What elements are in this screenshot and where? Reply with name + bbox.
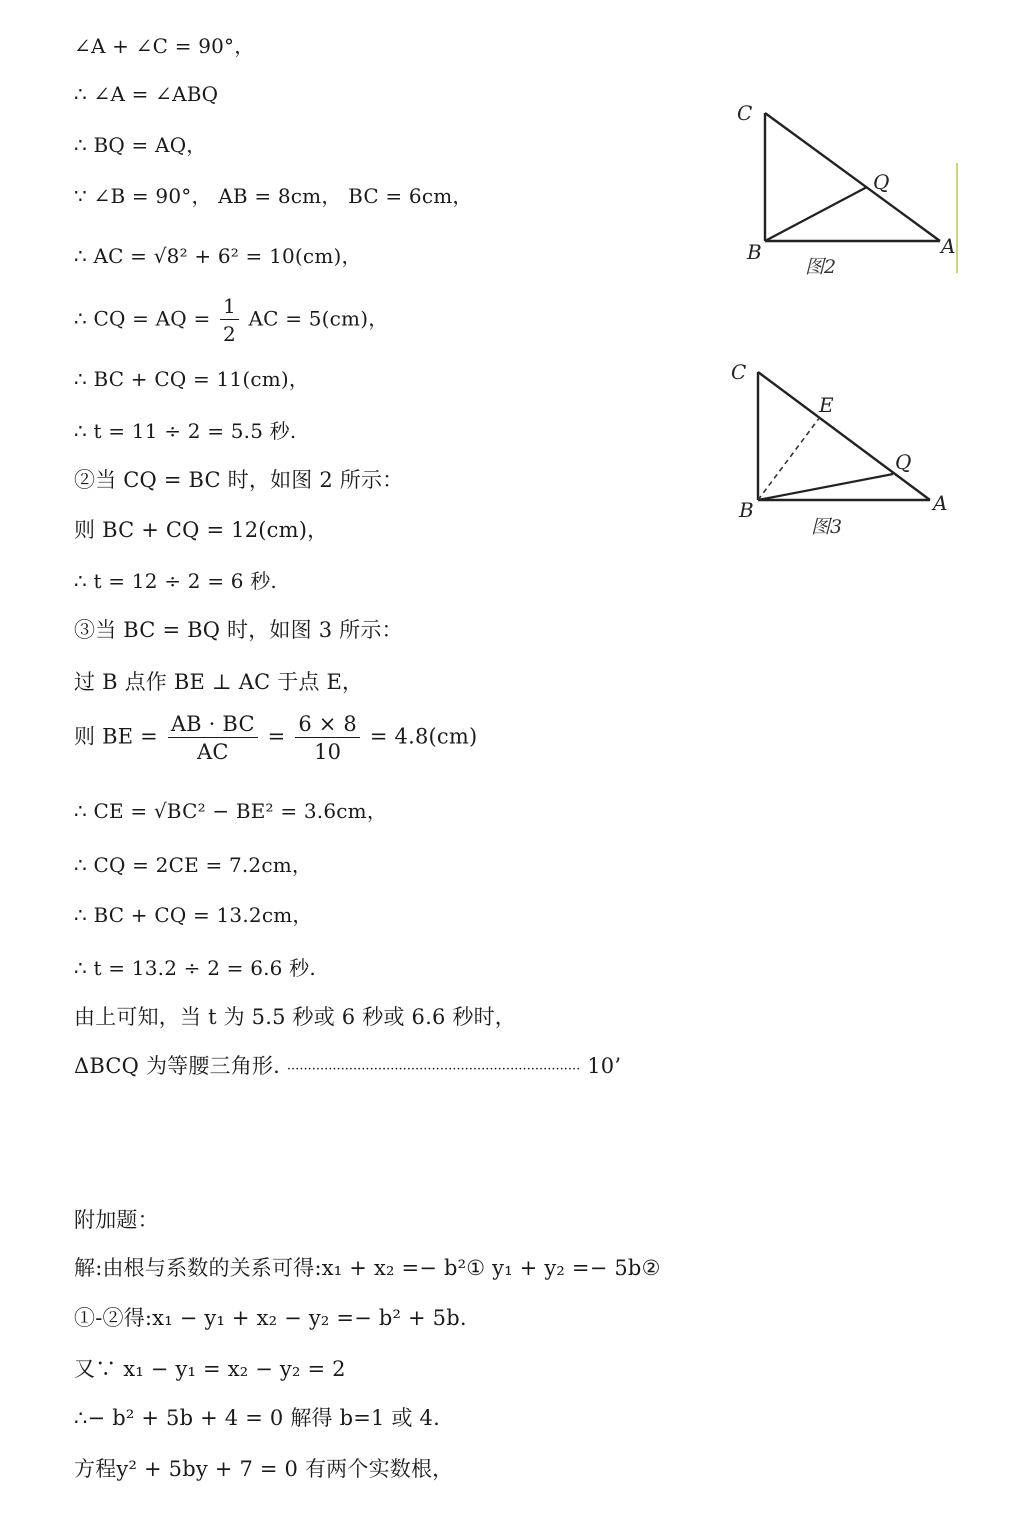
label-c: C — [737, 101, 753, 125]
line-bc-cq-132: ∴ BC + CQ = 13.2cm， — [74, 903, 313, 927]
line-bonus-given: 又∵ x₁ − y₁ = x₂ − y₂ = 2 — [74, 1357, 346, 1381]
figure-3 — [725, 355, 965, 545]
line-t-66: ∴ t = 13.2 ÷ 2 = 6.6 秒. — [74, 956, 316, 980]
segment-ca — [758, 372, 930, 500]
dot-leader: ······································································· — [286, 1062, 581, 1077]
line-bonus-equation: 方程y² + 5by + 7 = 0 有两个实数根， — [74, 1457, 454, 1481]
fraction-numerator: AB · BC — [168, 712, 258, 738]
line-perpendicular: 过 B 点作 BE ⊥ AC 于点 E， — [74, 670, 364, 694]
line-be-prefix: 则 BE = — [74, 724, 158, 749]
line-cq-half — [74, 294, 388, 346]
label-a: A — [941, 234, 956, 258]
line-isosceles-text: ΔBCQ 为等腰三角形. — [74, 1054, 281, 1078]
segment-bq — [758, 474, 893, 500]
caption-figure-3: 图3 — [811, 516, 843, 538]
line-bq-aq: ∴ BQ = AQ， — [74, 133, 207, 157]
segment-ca — [765, 113, 940, 241]
line-bonus-title: 附加题： — [74, 1208, 159, 1232]
line-ac: ∴ AC = √8² + 6² = 10(cm)， — [74, 244, 362, 268]
line-angle-equal: ∴ ∠A = ∠ABQ — [74, 82, 219, 106]
fraction-numerator: 1 — [220, 294, 239, 320]
fraction-6x8-over-10 — [295, 712, 360, 764]
label-a: A — [933, 491, 948, 515]
line-angle-sum: ∠A + ∠C = 90°， — [74, 34, 255, 58]
fraction-denominator: AC — [196, 740, 229, 764]
figure-2 — [725, 95, 965, 285]
line-conclusion: 由上可知，当 t 为 5.5 秒或 6 秒或 6.6 秒时， — [74, 1005, 516, 1029]
fraction-denominator: 2 — [222, 322, 236, 346]
line-be-equals: = — [267, 724, 286, 749]
fraction-ab-bc-over-ac — [168, 712, 258, 764]
line-case2: ②当 CQ = BC 时，如图 2 所示： — [74, 468, 404, 492]
label-q: Q — [895, 450, 912, 474]
caption-figure-2: 图2 — [805, 256, 837, 278]
line-bc-cq-11: ∴ BC + CQ = 11(cm)， — [74, 367, 310, 391]
label-b: B — [739, 498, 754, 522]
score-mark: 10’ — [587, 1054, 622, 1078]
label-c: C — [731, 360, 747, 384]
line-cq-suffix: AC = 5(cm)， — [248, 306, 389, 331]
line-bonus-solution: 解:由根与系数的关系可得:x₁ + x₂ =− b²① y₁ + y₂ =− 5b② — [74, 1256, 661, 1280]
fraction-numerator: 6 × 8 — [295, 712, 360, 738]
line-bonus-subtract: ①-②得:x₁ − y₁ + x₂ − y₂ =− b² + 5b. — [74, 1306, 467, 1330]
line-isosceles — [74, 1053, 621, 1083]
line-t-55: ∴ t = 11 ÷ 2 = 5.5 秒. — [74, 419, 297, 443]
line-t-6: ∴ t = 12 ÷ 2 = 6 秒. — [74, 569, 277, 593]
line-be-suffix: = 4.8(cm) — [369, 724, 478, 749]
label-q: Q — [873, 170, 890, 194]
line-be — [74, 712, 477, 764]
line-case3: ③当 BC = BQ 时，如图 3 所示： — [74, 618, 403, 642]
segment-be-dashed — [758, 417, 820, 500]
fraction-half — [220, 294, 239, 346]
line-bc-cq-12: 则 BC + CQ = 12(cm)， — [74, 518, 329, 542]
label-b: B — [747, 240, 762, 264]
line-ce: ∴ CE = √BC² − BE² = 3.6cm， — [74, 799, 388, 823]
line-bonus-solve: ∴− b² + 5b + 4 = 0 解得 b=1 或 4. — [74, 1406, 440, 1430]
fraction-denominator: 10 — [314, 740, 342, 764]
segment-bq — [765, 187, 867, 241]
line-cq-72: ∴ CQ = 2CE = 7.2cm， — [74, 853, 313, 877]
line-cq-prefix: ∴ CQ = AQ = — [74, 306, 211, 331]
label-e: E — [819, 393, 834, 417]
line-given: ∵ ∠B = 90°， AB = 8cm， BC = 6cm， — [74, 184, 473, 208]
